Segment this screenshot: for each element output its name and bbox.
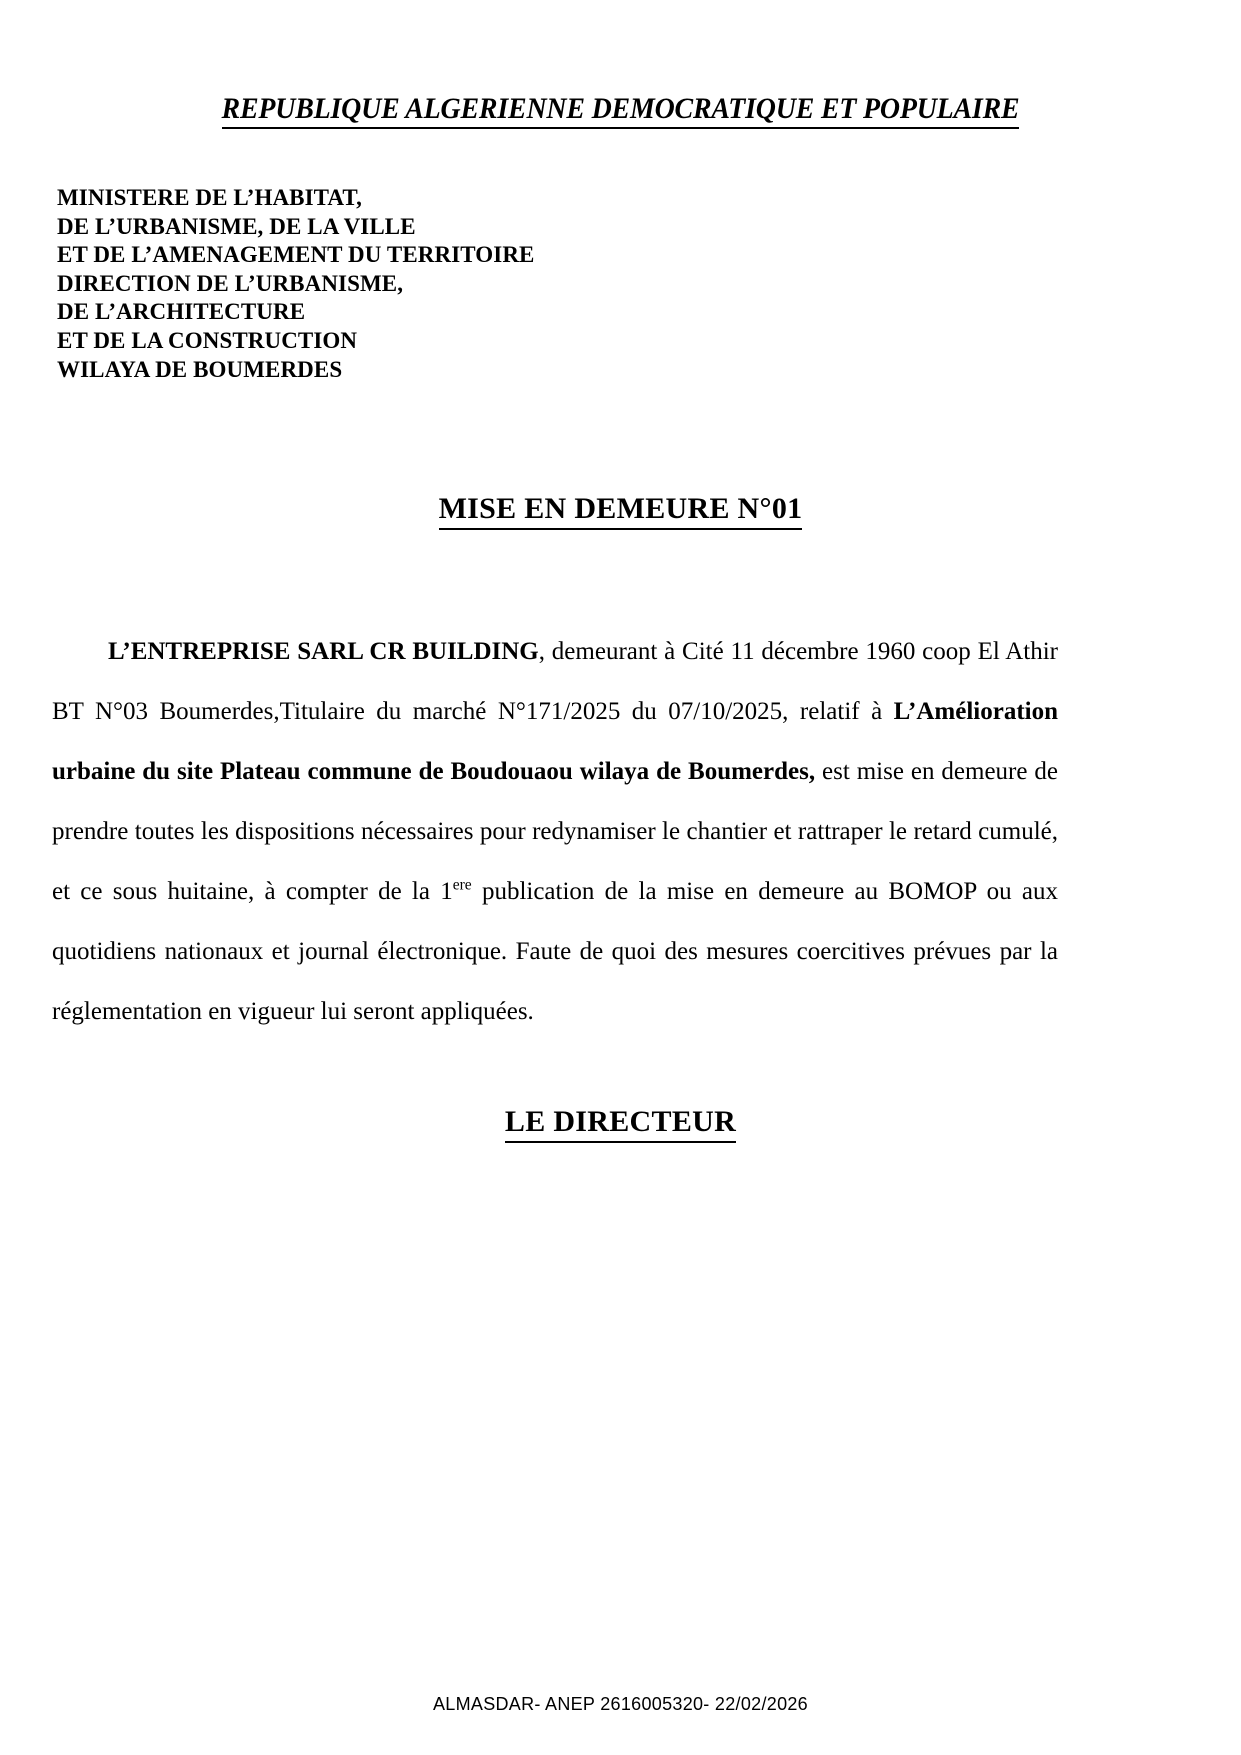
- ministry-line-2: DE L’URBANISME, DE LA VILLE: [57, 213, 416, 239]
- ministry-line-5: DE L’ARCHITECTURE: [57, 299, 306, 325]
- ordinal-suffix: ere: [452, 876, 472, 894]
- ministry-line-6: ET DE LA CONSTRUCTION: [57, 327, 358, 353]
- body-segment-2: est mise en demeure de prendre toutes les dispositions nécessaires pour redynamiser le chantier et rattraper le retard cumulé, et ce sous huitaine, à compter de la 1: [52, 758, 1058, 905]
- project-description: L’Amélioration urbaine du site Plateau commune de Boudouaou wilaya de Boumerdes,: [52, 698, 1058, 785]
- company-name: L’ENTREPRISE SARL CR BUILDING: [108, 638, 539, 665]
- document-heading: [0, 492, 1241, 526]
- ministry-line-1: MINISTERE DE L’HABITAT,: [57, 185, 362, 210]
- document-heading-text: MISE EN DEMEURE N°01: [439, 492, 803, 530]
- ministry-line-4: DIRECTION DE L’URBANISME,: [57, 270, 404, 296]
- footer-reference: ALMASDAR- ANEP 2616005320- 22/02/2026: [432, 1694, 808, 1714]
- signature-block: [0, 1105, 1241, 1139]
- body-paragraph: [52, 622, 1058, 1042]
- signature-text: LE DIRECTEUR: [505, 1105, 736, 1143]
- republic-title-text: REPUBLIQUE ALGERIENNE DEMOCRATIQUE ET POPULAIRE: [222, 92, 1020, 129]
- body-segment-1: , demeurant à Cité 11 décembre 1960 coop El Athir BT N°03 Boumerdes,Titulaire du marché N°171/2025 du 07/10/2025, relatif à: [52, 638, 1058, 725]
- republic-title: [43, 92, 1197, 126]
- ministry-line-7: WILAYA DE BOUMERDES: [57, 356, 343, 382]
- ministry-line-3: ET DE L’AMENAGEMENT DU TERRITOIRE: [57, 242, 535, 268]
- ministry-address-block: [57, 184, 534, 384]
- body-segment-3: publication de la mise en demeure au BOMOP ou aux quotidiens nationaux et journal électronique. Faute de quoi des mesures coercitives prévues par la réglementation en vigueur lui seront appliquées.: [52, 878, 1058, 1025]
